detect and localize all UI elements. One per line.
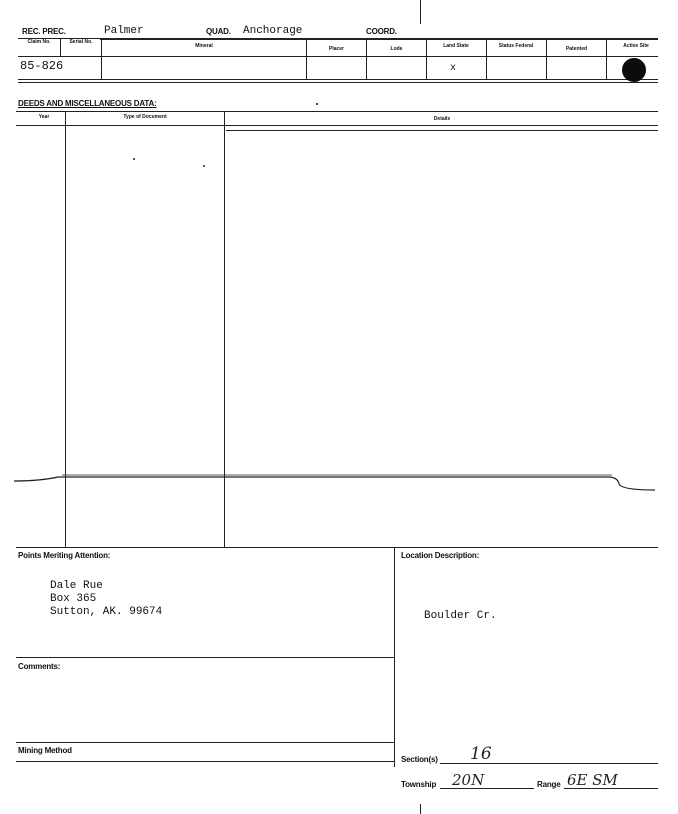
mining-method-label: Mining Method	[18, 746, 72, 755]
deeds-title: DEEDS AND MISCELLANEOUS DATA:	[18, 99, 157, 108]
active-site-dot	[622, 58, 646, 82]
land-state-mark: x	[450, 63, 457, 74]
deeds-col-year: Year	[38, 114, 50, 120]
points-line-1: Dale Rue	[50, 580, 103, 592]
range-label: Range	[537, 780, 561, 789]
claim-no-value: 85-826	[20, 59, 64, 73]
speck-2	[203, 165, 205, 167]
col-claim-no: Claim No.	[27, 39, 51, 45]
bottom-center-divider	[394, 547, 395, 767]
quad-value: Anchorage	[243, 25, 303, 37]
range-line	[564, 788, 658, 789]
range-value: 6E SM	[567, 771, 618, 789]
township-value: 20N	[452, 771, 485, 789]
coord-label: COORD.	[366, 27, 397, 36]
township-label: Township	[401, 780, 437, 789]
deeds-header-line2	[226, 130, 658, 131]
claim-header-line	[18, 56, 658, 57]
comments-top-line	[16, 657, 394, 658]
deeds-speck	[316, 103, 318, 105]
mining-top-line	[16, 742, 394, 743]
col-mineral: Mineral	[195, 43, 213, 49]
col-serial-no: Serial No.	[69, 39, 93, 45]
deeds-col-details: Details	[433, 116, 451, 122]
location-label: Location Description:	[401, 551, 480, 560]
claim-row-bottom-line	[18, 79, 658, 80]
rec-prec-value: Palmer	[104, 25, 144, 37]
bottom-top-line	[16, 547, 658, 548]
deeds-top-line	[16, 111, 658, 112]
points-line-3: Sutton, AK. 99674	[50, 606, 163, 618]
deeds-header-line	[16, 125, 658, 126]
bottom-tick	[420, 804, 421, 814]
rec-prec-label: REC. PREC.	[22, 27, 66, 36]
col-status-federal: Status Federal	[498, 43, 534, 49]
col-land-state: Land State	[443, 43, 469, 49]
col-div-lode	[366, 39, 367, 79]
location-value: Boulder Cr.	[424, 610, 497, 622]
township-line	[440, 788, 534, 789]
speck-1	[133, 158, 135, 160]
col-div-placer	[306, 39, 307, 79]
mining-bottom-line	[16, 761, 394, 762]
col-div-status	[486, 39, 487, 79]
claim-row-bottom-line2	[18, 82, 658, 83]
top-tick	[420, 0, 421, 24]
points-lines	[50, 580, 162, 619]
points-line-2: Box 365	[50, 593, 97, 605]
col-lode: Lode	[390, 46, 403, 52]
col-active-site: Active Site	[623, 43, 649, 49]
points-label: Points Meriting Attention:	[18, 551, 111, 560]
comments-label: Comments:	[18, 662, 61, 671]
deeds-col-type: Type of Document	[123, 114, 167, 120]
sections-label: Section(s)	[401, 755, 438, 764]
sections-value: 16	[470, 744, 492, 764]
col-div-serial	[60, 39, 61, 56]
fold-line	[0, 468, 678, 498]
col-div-land	[426, 39, 427, 79]
col-placer: Placer	[328, 46, 344, 52]
sections-line	[440, 763, 658, 764]
header-underline	[100, 39, 658, 40]
quad-label: QUAD.	[206, 27, 231, 36]
col-div-active	[606, 39, 607, 79]
col-div-patented	[546, 39, 547, 79]
col-patented: Patented	[565, 46, 588, 52]
